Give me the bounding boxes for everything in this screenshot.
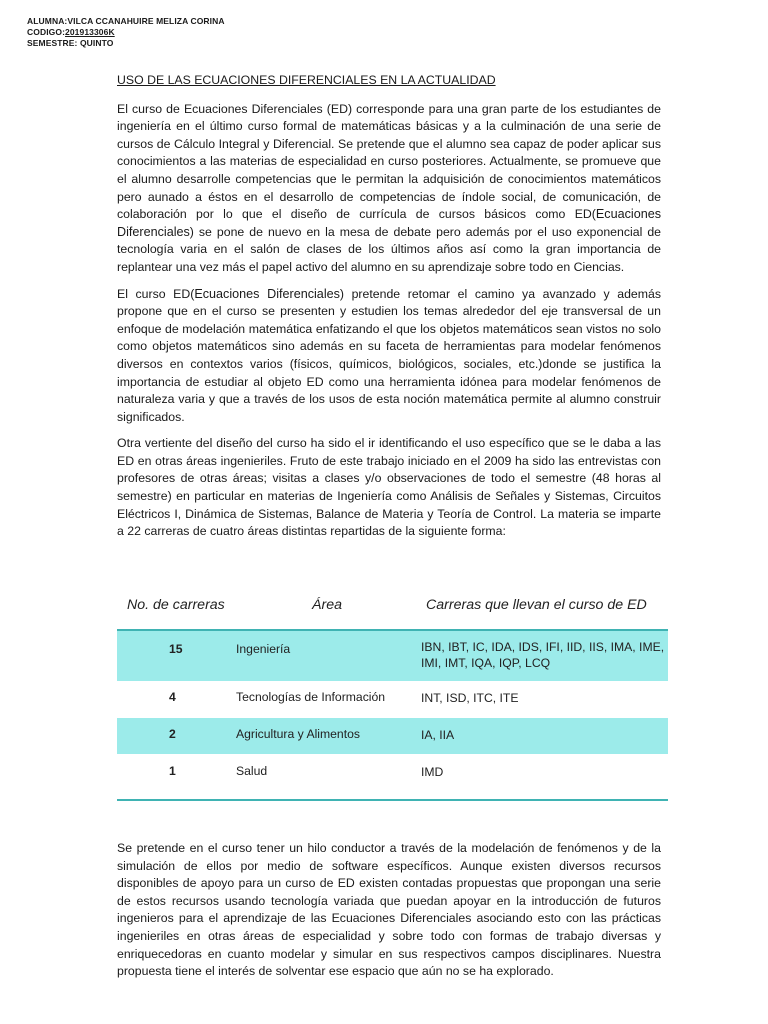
paragraph-2-text-a: El curso ED( [117, 286, 195, 301]
row-area: Agricultura y Alimentos [236, 727, 360, 741]
row-num: 2 [169, 727, 176, 741]
paragraph-2 [117, 286, 661, 427]
student-code [27, 27, 225, 38]
paragraph-1 [117, 101, 661, 277]
document-body [117, 72, 661, 550]
row-area: Ingeniería [236, 642, 291, 656]
row-careers: IBN, IBT, IC, IDA, IDS, IFI, IID, IIS, IMA, IME, IMI, IMT, IQA, IQP, LCQ [421, 640, 665, 670]
document-title: USO DE LAS ECUACIONES DIFERENCIALES EN LA ACTUALIDAD [117, 73, 496, 87]
paragraph-2-text-b: ) pretende retomar el camino ya avanzado y además propone que en el curso se presenten y estudien los temas alrededor del eje transversal de un enfoque de modelación matemática enfatizando el que los objetos matemáticos sean vistos no solo como objetos matemáticos sino además en su faceta de herramientas para modelar fenómenos diversos en contextos varios (físicos, químicos, biológicos, sociales, etc.)donde se justifica la importancia de estudiar al objeto ED como una herramienta idónea para modelar fenómenos de naturaleza varia y que a través de los usos de esta noción matemática permite al alumno construir significados. [117, 286, 662, 424]
careers-table [117, 587, 668, 801]
header-careers: Carreras que llevan el curso de ED [426, 597, 647, 613]
row-careers: IMD [421, 765, 444, 779]
row-num: 1 [169, 764, 176, 778]
table-bottom-rule [117, 799, 668, 801]
header-area: Área [312, 597, 342, 613]
student-header [27, 16, 225, 49]
row-careers: IA, IIA [421, 728, 455, 742]
student-name: ALUMNA:VILCA CCANAHUIRE MELIZA CORINA [27, 16, 225, 26]
table-row [117, 754, 668, 799]
student-semester: SEMESTRE: QUINTO [27, 38, 114, 48]
paragraph-1-text-b: ) se pone de nuevo en la mesa de debate pero además por el uso exponencial de tecnología varia en el salón de clases de los últimos años así como la gran importancia de replantear una vez más el papel activo del alumno en su aprendizaje sobre todo en Ciencias. [117, 224, 661, 274]
table-row [117, 718, 668, 754]
header-num-careers: No. de carreras [127, 597, 225, 613]
code-label: CODIGO: [27, 27, 66, 37]
row-careers: INT, ISD, ITC, ITE [421, 691, 519, 705]
table-row [117, 681, 668, 718]
row-area: Tecnologías de Información [236, 690, 386, 704]
row-num: 15 [169, 642, 183, 656]
row-area: Salud [236, 764, 268, 778]
paragraph-3: Otra vertiente del diseño del curso ha sido el ir identificando el uso específico que se le daba a las ED en otras áreas ingenieriles. Fruto de este trabajo iniciado en el 2009 ha sido las entrevistas con profesores de otras áreas; visitas a clases y/o observaciones de todo el semestre (48 horas al semestre) en particular en materias de Ingeniería como Análisis de Señales y Sistemas, Circuitos Eléctricos I, Dinámica de Sistemas, Balance de Materia y Teoría de Control. La materia se imparte a 22 carreras de cuatro áreas distintas repartidas de la siguiente forma: [117, 436, 661, 539]
paragraph-2-emphasis: Ecuaciones Diferenciales [194, 286, 340, 301]
paragraph-4: Se pretende en el curso tener un hilo conductor a través de la modelación de fenómenos y de la simulación de ellos por medio de software específicos. Aunque existen diversos recursos disponibles de apoyo para un curso de ED existen contadas propuestas que propongan una serie de estos recursos usando tecnología variada que puedan apoyar en la introducción de futuros ingenieros para el aprendizaje de las Ecuaciones Diferenciales asociando esto con las prácticas ingenieriles en otras áreas de especialidad y sobre todo con formas de trabajo diversas y enriquecedoras en cuanto modelar y simular en sus respectivos campos disciplinares. Nuestra propuesta tiene el interés de solventar ese espacio que aún no se ha explorado. [117, 841, 661, 979]
paragraph-1-emphasis: Ecuaciones Diferenciales [117, 207, 661, 239]
code-value: 201913306K [65, 27, 115, 37]
table-row [117, 631, 668, 681]
row-num: 4 [169, 690, 176, 704]
table-header [117, 587, 668, 631]
paragraph-1-text-a: El curso de Ecuaciones Diferenciales (ED) corresponde para una gran parte de los estudiantes de ingeniería en el último curso formal de matemáticas básicas y a la culminación de una serie de cursos de Cálculo Integral y Diferencial. Se pretende que el alumno sea capaz de poder aplicar sus conocimientos a las materias de especialidad en curso posteriores. Actualmente, se promueve que el alumno desarrolle competencias que le permitan la adquisición de conocimientos matemáticos pero aunado a éstos en el desarrollo de competencias de índole social, de comunicación, de colaboración por lo que el diseño de currícula de cursos básicos como ED( [117, 101, 661, 222]
